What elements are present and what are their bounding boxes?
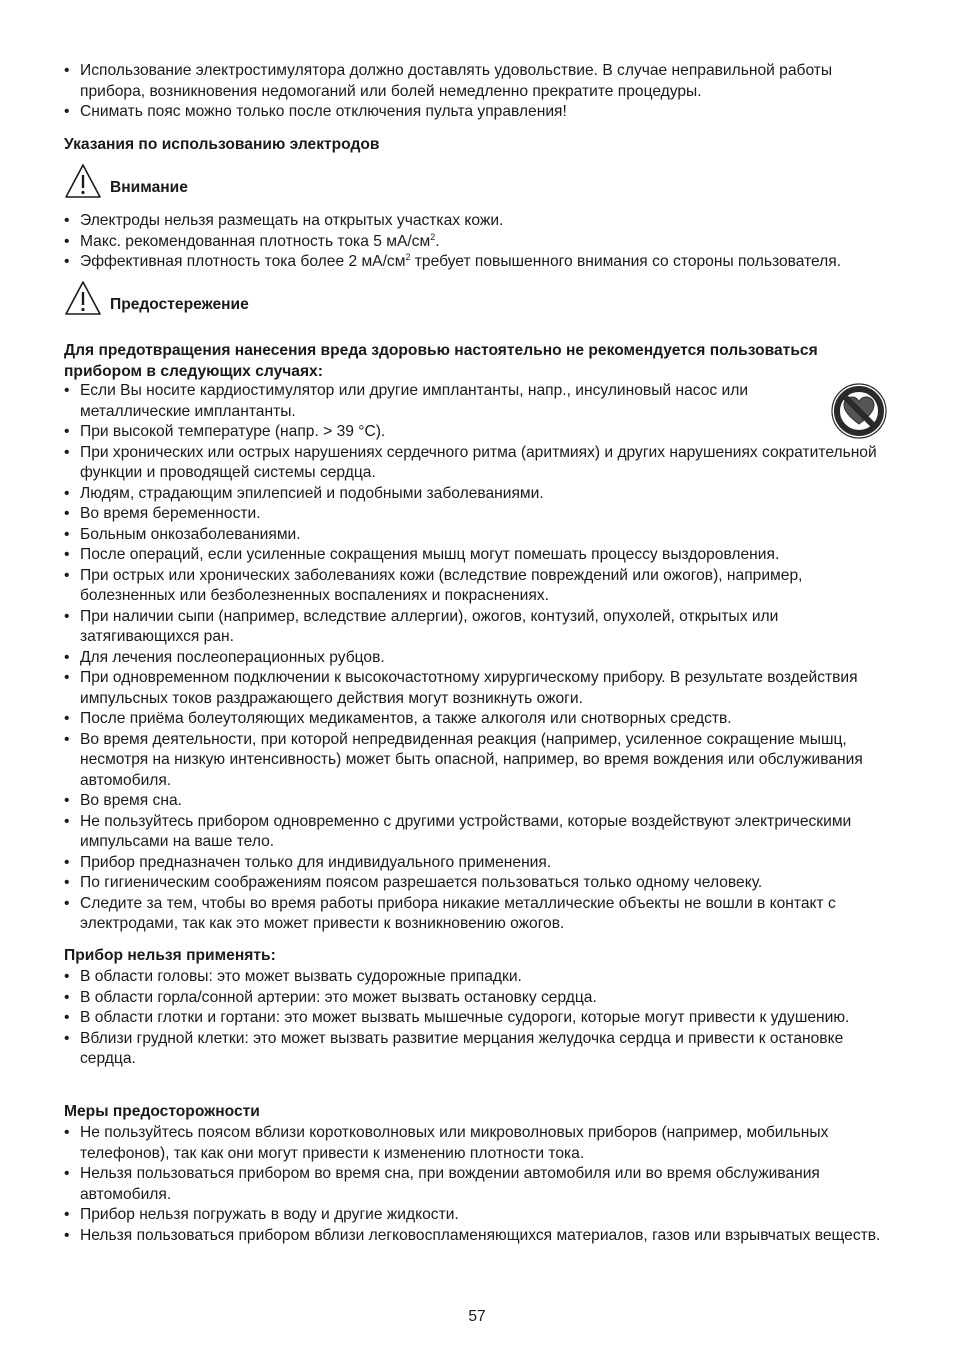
list-item: • Прибор нельзя погружать в воду и другие жидкости. [64,1205,882,1226]
list-item: • Следите за тем, чтобы во время работы прибора никакие металлические объекты не вошли в контакт с электродами, так как это может привести к возникновению ожогов. [64,894,882,935]
caution-label: Предостережение [110,295,249,313]
list-item: • Нельзя пользоваться прибором вблизи легковоспламеняющихся материалов, газов или взрывчатых веществ. [64,1226,882,1247]
list-item: • По гигиеническим соображениям поясом разрешается пользоваться только одному человеку. [64,873,882,894]
list-item: • Использование электростимулятора должно доставлять удовольствие. В случае неправильной работы прибора, возникновения недомоганий или болей немедленно прекратите процедуры. [64,61,894,102]
no-pacemaker-icon [828,382,890,440]
list-item: • Макс. рекомендованная плотность тока 5 $мА/см^2$. [64,232,894,253]
list-item: • В области глотки и гортани: это может вызвать мышечные судороги, которые могут привести к удушению. [64,1008,882,1029]
list-item: • В области головы: это может вызвать судорожные припадки. [64,967,882,988]
list-item: • При наличии сыпи (например, вследствие аллергии), ожогов, контузий, опухолей, открытых или затягивающихся ран. [64,607,882,648]
list-item: • Во время беременности. [64,504,882,525]
section-heading-forbidden: Прибор нельзя применять: [64,947,276,964]
precautions-list [64,1123,882,1246]
list-item: • В области горла/сонной артерии: это может вызвать остановку сердца. [64,988,882,1009]
warning-triangle-icon [64,163,102,199]
attention-row [64,163,894,199]
list-item: • После операций, если усиленные сокращения мышц могут помешать процессу выздоровления. [64,545,882,566]
list-item: • Не пользуйтесь поясом вблизи коротковолновых или микроволновых приборов (например, мобильных телефонов), так как они могут привести к изменению плотности тока. [64,1123,882,1164]
list-item: • Если Вы носите кардиостимулятор или другие имплантанты, напр., инсулиновый насос или металлические имплантанты. [64,381,882,422]
section-heading-precautions: Меры предосторожности [64,1103,260,1120]
attention-label: Внимание [110,178,188,196]
list-item: • Людям, страдающим эпилепсией и подобными заболеваниями. [64,484,882,505]
list-item: • Эффективная плотность тока более 2 $мА/см^2$ требует повышенного внимания со стороны пользователя. [64,252,894,273]
list-item: • Не пользуйтесь прибором одновременно с другими устройствами, которые воздействуют электрическими импульсами на ваше тело. [64,812,882,853]
warning-triangle-icon [64,280,102,316]
forbidden-list [64,967,882,1070]
list-item: • Во время деятельности, при которой непредвиденная реакция (например, усиленное сокращение мышц, несмотря на низкую интенсивность) может быть опасной, например, во время вождения или обслуживания автомобиля. [64,730,882,792]
list-item: • Для лечения послеоперационных рубцов. [64,648,882,669]
list-item: • Электроды нельзя размещать на открытых участках кожи. [64,211,894,232]
intro-list [64,61,894,123]
caution-list [64,381,882,935]
list-item: • При хронических или острых нарушениях сердечного ритма (аритмиях) и других нарушениях сократительной функции и проводящей системы сердца. [64,443,882,484]
list-item: • При острых или хронических заболеваниях кожи (вследствие повреждений или ожогов), например, болезненных или безболезненных воспалениях и покраснениях. [64,566,882,607]
list-item: • Во время сна. [64,791,882,812]
list-item: • Нельзя пользоваться прибором во время сна, при вождении автомобиля или во время обслуживания автомобиля. [64,1164,882,1205]
caution-intro: Для предотвращения нанесения вреда здоровью настоятельно не рекомендуется пользоваться прибором в следующих случаях: [64,342,818,380]
section-heading-electrodes: Указания по использованию электродов [64,136,380,153]
list-item: • При высокой температуре (напр. > 39 °C). [64,422,882,443]
electrodes-list [64,211,894,273]
list-item: • Вблизи грудной клетки: это может вызвать развитие мерцания желудочка сердца и привести к остановке сердца. [64,1029,882,1070]
list-item: • Снимать пояс можно только после отключения пульта управления! [64,102,894,123]
list-item: • После приёма болеутоляющих медикаментов, а также алкоголя или снотворных средств. [64,709,882,730]
list-item: • Больным онкозаболеваниями. [64,525,882,546]
caution-row [64,280,894,316]
page-number: 57 [468,1308,486,1325]
list-item: • При одновременном подключении к высокочастотному хирургическому прибору. В результате воздействия импульсных токов раздражающего действия могут возникнуть ожоги. [64,668,882,709]
list-item: • Прибор предназначен только для индивидуального применения. [64,853,882,874]
